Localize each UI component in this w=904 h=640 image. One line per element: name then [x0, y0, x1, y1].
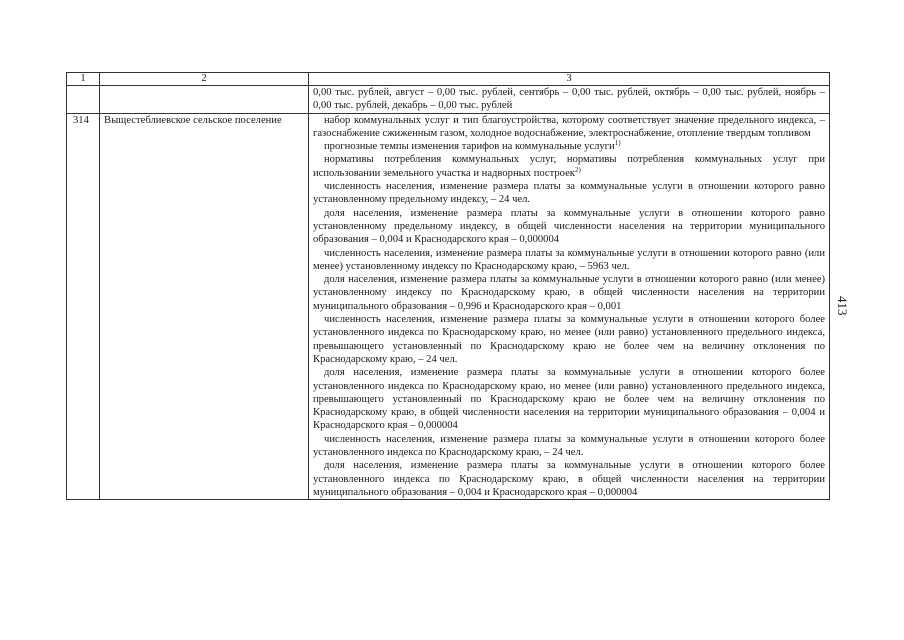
- continuation-num-cell: [67, 86, 100, 114]
- paragraph-consumption-norms-text: нормативы потребления коммунальных услуг, нормативы потребления коммунальных услуг при использовании земельного участка и надворных построек: [313, 154, 825, 179]
- continuation-name-cell: [100, 86, 309, 114]
- paragraph-population-above-regional: численность населения, изменение размера платы за коммунальные услуги в отношении которого более установленного индекса по Краснодарскому краю, – 24 чел.: [313, 433, 825, 459]
- footnote-marker-2: 2): [574, 165, 581, 174]
- paragraph-share-above-regional: доля населения, изменение размера платы за коммунальные услуги в отношении которого более установленного индекса по Краснодарскому краю, в общей численности населения на территории муниципального образования – 0,004 и Краснодарского края – 0,000004: [313, 460, 825, 498]
- paragraph-utility-set: набор коммунальных услуг и тип благоустройства, которому соответствует значение предельного индекса, – газоснабжение сжиженным газом, холодное водоснабжение, электроснабжение, отопление твердым топливом: [313, 114, 825, 139]
- paragraph-share-above-regional-within-deviation: доля населения, изменение размера платы за коммунальные услуги в отношении которого более установленного индекса по Краснодарскому краю, но менее (или равно) установленного предельного индекса, превышающего установленный по Краснодарскому краю не более чем на величину отклонения по Краснодарскому краю, в общей численности населения на территории муниципального образования – 0,004 и Краснодарского края – 0,000004: [313, 367, 825, 432]
- paragraph-share-equal-limit: доля населения, изменение размера платы за коммунальные услуги в отношении которого равно установленному предельному индексу, в общей численности населения на территории муниципального образования – 0,004 и Краснодарского края – 0,000004: [313, 207, 825, 246]
- continuation-text: 0,00 тыс. рублей, август – 0,00 тыс. рублей, сентябрь – 0,00 тыс. рублей, октябрь – 0,00 тыс. рублей, ноябрь – 0,00 тыс. рублей, декабрь – 0,00 тыс. рублей: [313, 87, 825, 112]
- header-col-3: 3: [309, 73, 830, 86]
- paragraph-tariff-rates: [313, 140, 825, 153]
- row-number: 314: [67, 113, 100, 500]
- table-header-row: [67, 73, 830, 86]
- paragraph-population-above-regional-within-deviation: численность населения, изменение размера платы за коммунальные услуги в отношении которого более установленного индекса по Краснодарскому краю, но менее (или равно) установленного предельного индекса, превышающего установленный по Краснодарскому краю не более чем на величину отклонения по Краснодарскому краю, – 24 чел.: [313, 314, 825, 365]
- data-table: [66, 72, 830, 500]
- paragraph-tariff-rates-text: прогнозные темпы изменения тарифов на коммунальные услуги: [324, 141, 615, 153]
- continuation-row: [67, 86, 830, 114]
- footnote-marker-1: 1): [614, 139, 621, 148]
- continuation-text-cell: [309, 86, 830, 114]
- page-number: 413: [835, 296, 850, 316]
- paragraph-consumption-norms: [313, 153, 825, 180]
- paragraph-population-equal-regional: численность населения, изменение размера платы за коммунальные услуги в отношении которого равно (или менее) установленному индексу по Краснодарскому краю, – 5963 чел.: [313, 247, 825, 272]
- table-row: [67, 113, 830, 500]
- row-content: [309, 113, 830, 500]
- paragraph-share-equal-regional: доля населения, изменение размера платы за коммунальные услуги в отношении которого равно (или менее) установленному индексу по Краснодарскому краю, в общей численности населения на территории муниципального образования – 0,996 и Краснодарского края – 0,001: [313, 274, 825, 312]
- paragraph-population-equal-limit: численность населения, изменение размера платы за коммунальные услуги в отношении которого равно установленному предельному индексу, – 24 чел.: [313, 181, 825, 206]
- header-col-2: 2: [100, 73, 309, 86]
- settlement-name: Выщестеблиевское сельское поселение: [100, 113, 309, 500]
- header-col-1: 1: [67, 73, 100, 86]
